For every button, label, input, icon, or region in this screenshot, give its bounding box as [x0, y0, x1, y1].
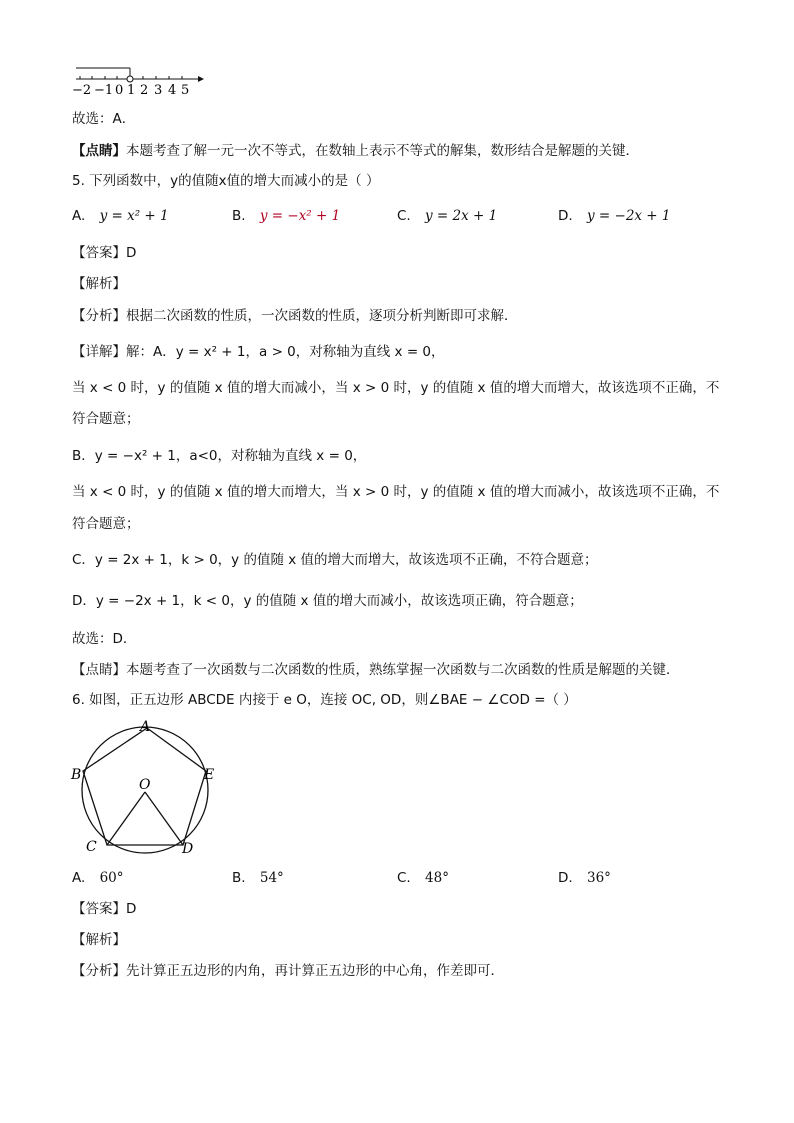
q5-question: 5. 下列函数中，y的值随x值的增大而减小的是（ ）: [72, 173, 380, 189]
segment-od: [145, 792, 183, 845]
option-label: C.: [397, 208, 411, 224]
option-label: D.: [558, 870, 573, 886]
tick-label: 0: [115, 83, 124, 98]
option-formula: y = −2x + 1: [586, 208, 671, 224]
q6-analysis: 【分析】先计算正五边形的内角，再计算正五边形的中心角，作差即可．: [72, 963, 504, 979]
q5-detail-c: C．y = 2x + 1，k > 0，y 的值随 x 值的增大而增大，故该选项不正确，不符合题意；: [72, 552, 598, 568]
vertex-label-e: E: [204, 767, 215, 783]
q5-detail-b1: B．y = −x² + 1，a<0，对称轴为直线 x = 0，: [72, 448, 367, 464]
q5-option-a: [72, 207, 169, 225]
q5-option-b: [232, 207, 340, 225]
vertex-label-c: C: [86, 839, 97, 855]
q5-conclusion: 故选：D．: [72, 631, 137, 647]
q5-detail-b3: 符合题意；: [72, 516, 140, 532]
tick-label: 1: [127, 83, 136, 98]
vertex-label-b: B: [71, 767, 82, 783]
q4-answer-choice: 故选：A．: [72, 111, 136, 127]
center-label-o: O: [139, 777, 151, 793]
q6-option-c: [397, 869, 449, 887]
option-formula: y = x² + 1: [99, 208, 169, 224]
option-value: 54°: [259, 870, 284, 886]
q5-analysis-title: 【解析】: [72, 276, 126, 292]
option-label: B.: [232, 870, 246, 886]
open-point-marker: [127, 76, 133, 82]
option-label: B.: [232, 208, 246, 224]
option-label: A.: [72, 870, 86, 886]
tick-label: −2: [72, 83, 92, 98]
q5-detail-a3: 符合题意；: [72, 411, 140, 427]
comment-tag: 【点睛】: [72, 143, 126, 159]
tick-label: −1: [94, 83, 114, 98]
option-label: C.: [397, 870, 411, 886]
number-line-figure: [70, 64, 205, 98]
q6-analysis-title: 【解析】: [72, 932, 126, 948]
tick-label: 4: [168, 83, 177, 98]
q5-option-d: [558, 207, 671, 225]
segment-oc: [107, 792, 145, 845]
q6-option-d: [558, 869, 611, 887]
q5-detail-d: D．y = −2x + 1，k < 0，y 的值随 x 值的增大而减小，故该选项正确，符合题意；: [72, 593, 583, 609]
q5-option-c: [397, 207, 497, 225]
q6-question: 6. 如图，正五边形 ABCDE 内接于 e O，连接 OC, OD，则∠BAE − ∠COD =（ ）: [72, 692, 577, 708]
option-value: 36°: [586, 870, 611, 886]
tick-label: 3: [154, 83, 163, 98]
q6-option-b: [232, 869, 284, 887]
option-value: 60°: [99, 870, 124, 886]
q5-detail-a2: 当 x < 0 时，y 的值随 x 值的增大而减小，当 x > 0 时，y 的值随 x 值的增大而增大，故该选项不正确，不: [72, 380, 720, 396]
q5-detail-a1: 【详解】解：A．y = x² + 1，a > 0，对称轴为直线 x = 0，: [72, 344, 445, 360]
pentagon-figure: [70, 716, 220, 858]
option-label: A.: [72, 208, 86, 224]
vertex-label-d: D: [182, 841, 194, 857]
option-label: D.: [558, 208, 573, 224]
option-formula: y = −x² + 1: [259, 208, 341, 224]
comment-text: 本题考查了解一元一次不等式，在数轴上表示不等式的解集，数形结合是解题的关键．: [126, 143, 639, 159]
q4-comment: [72, 142, 639, 160]
option-value: 48°: [425, 870, 449, 886]
option-formula: y = 2x + 1: [425, 208, 498, 224]
q5-detail-b2: 当 x < 0 时，y 的值随 x 值的增大而增大，当 x > 0 时，y 的值随 x 值的增大而减小，故该选项不正确，不: [72, 484, 720, 500]
tick-label: 2: [140, 83, 149, 98]
q5-answer: 【答案】D: [72, 245, 137, 261]
q5-analysis: 【分析】根据二次函数的性质，一次函数的性质，逐项分析判断即可求解．: [72, 308, 518, 324]
q5-comment: 【点睛】本题考查了一次函数与二次函数的性质，熟练掌握一次函数与二次函数的性质是解题的关键．: [72, 662, 680, 678]
vertex-label-a: A: [140, 719, 151, 735]
arrow-right-icon: [198, 76, 204, 82]
q6-answer: 【答案】D: [72, 901, 137, 917]
q6-option-a: [72, 869, 124, 887]
tick-label: 5: [181, 83, 190, 98]
